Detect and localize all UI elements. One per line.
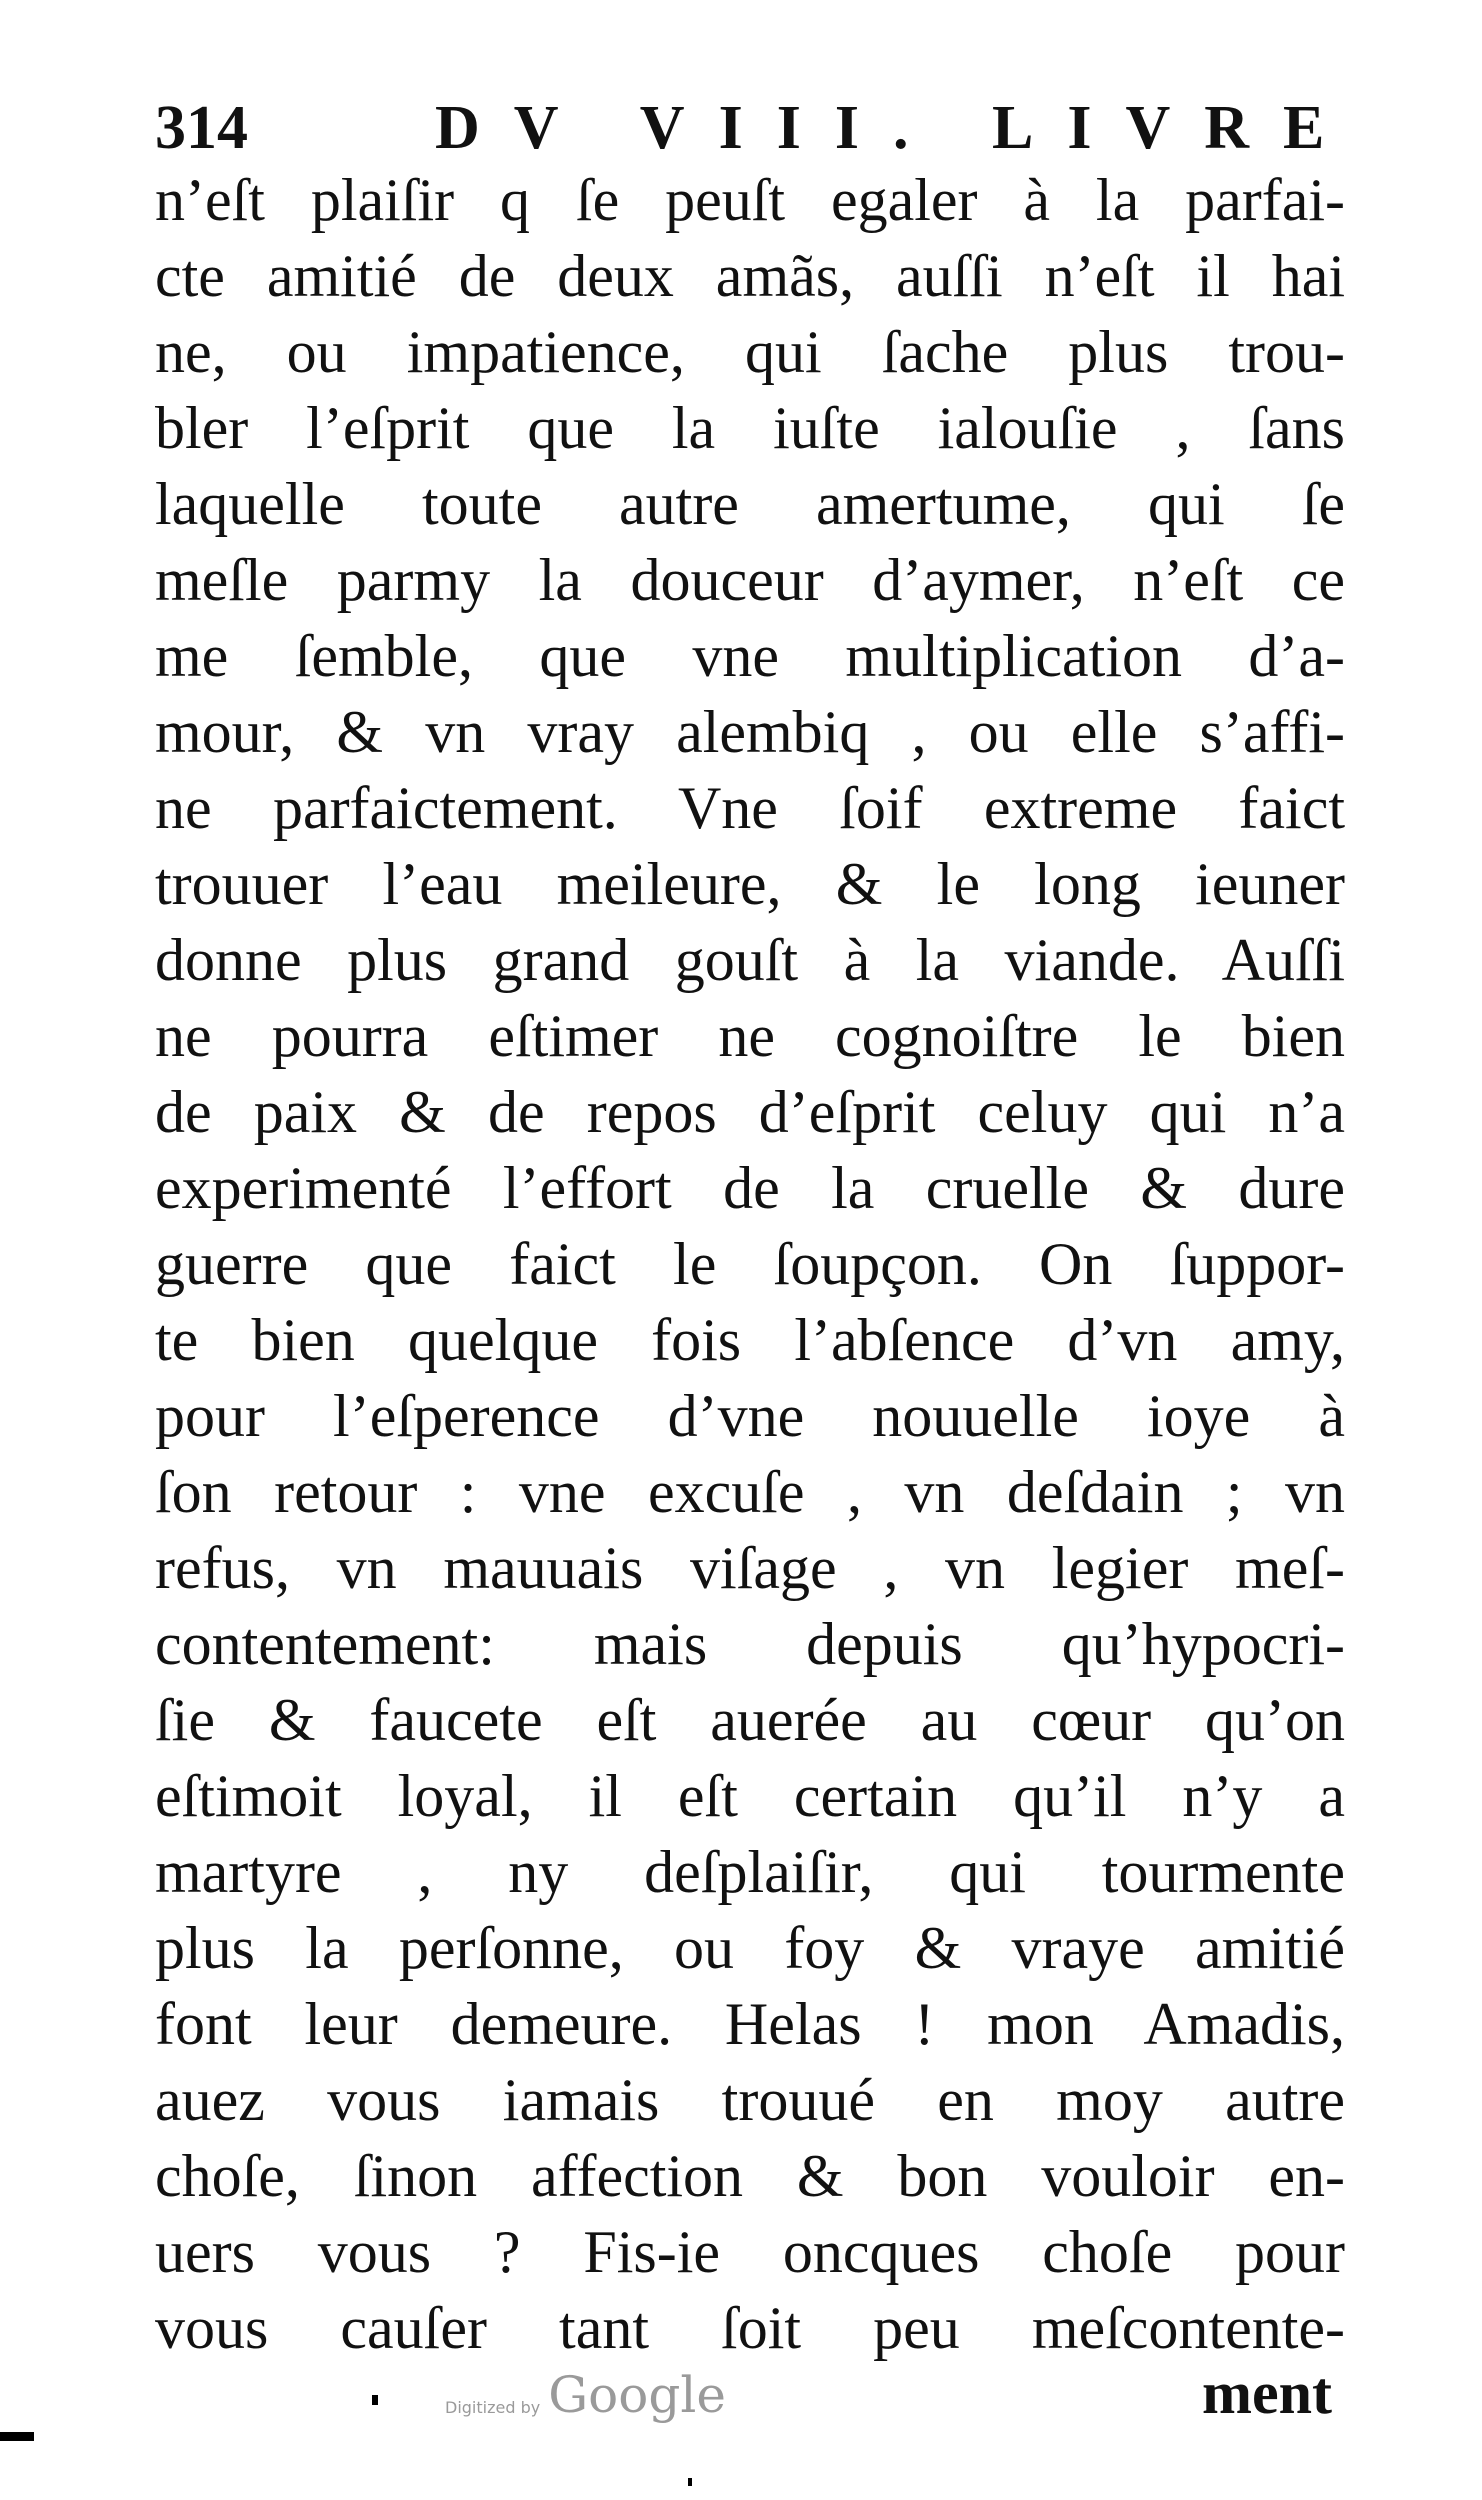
text-line: guerre que faict le ſoupçon. On ſuppor- — [155, 1231, 1345, 1297]
text-line: trouuer l’eau meileure, & le long ieuner — [155, 851, 1345, 917]
text-line: contentement: mais depuis qu’hypocri- — [155, 1611, 1345, 1677]
text-line: me ſemble, que vne multiplication d’a- — [155, 623, 1345, 689]
page-number: 314 — [155, 94, 248, 162]
text-line: te bien quelque fois l’abſence d’vn amy, — [155, 1307, 1345, 1373]
text-line: ſie & faucete eſt auerée au cœur qu’on — [155, 1687, 1345, 1753]
text-line: pour l’eſperence d’vne nouuelle ioye à — [155, 1383, 1345, 1449]
text-line: laquelle toute autre amertume, qui ſe — [155, 471, 1345, 537]
text-line: ne, ou impatience, qui ſache plus trou- — [155, 319, 1345, 385]
text-line: bler l’eſprit que la iuſte ialouſie , ſans — [155, 395, 1345, 461]
text-line: eſtimoit loyal, il eſt certain qu’il n’y a — [155, 1763, 1345, 1829]
text-line: martyre , ny deſplaiſir, qui tourmente — [155, 1839, 1345, 1905]
text-line: plus la perſonne, ou foy & vraye amitié — [155, 1915, 1345, 1981]
text-line: vous cauſer tant ſoit peu meſcontente- — [155, 2295, 1345, 2361]
text-line: mour, & vn vray alembiq , ou elle s’affi- — [155, 699, 1345, 765]
text-line: refus, vn mauuais viſage , vn legier meſ- — [155, 1535, 1345, 1601]
text-body — [155, 162, 1345, 2366]
text-line: cte amitié de deux amãs, auſſi n’eſt il hai — [155, 243, 1345, 309]
ink-speck — [372, 2395, 378, 2405]
running-head: DV VIII. LIVRE — [435, 94, 1359, 162]
text-line: font leur demeure. Helas ! mon Amadis, — [155, 1991, 1345, 2057]
page-header — [155, 88, 1359, 168]
watermark-prefix: Digitized by — [445, 2398, 541, 2417]
text-line: uers vous ? Fis-ie oncques choſe pour — [155, 2219, 1345, 2285]
text-line: experimenté l’effort de la cruelle & dure — [155, 1155, 1345, 1221]
text-line: n’eſt plaiſir q ſe peuſt egaler à la parfai- — [155, 167, 1345, 233]
ink-speck — [0, 2432, 34, 2441]
watermark-brand: Google — [548, 2366, 726, 2424]
ink-speck — [688, 2478, 692, 2486]
catchword: ment — [1202, 2360, 1332, 2426]
text-line: ſon retour : vne excuſe , vn deſdain ; vn — [155, 1459, 1345, 1525]
text-line: meſle parmy la douceur d’aymer, n’eſt ce — [155, 547, 1345, 613]
text-line: ne parfaictement. Vne ſoif extreme faict — [155, 775, 1345, 841]
text-line: ne pourra eſtimer ne cognoiſtre le bien — [155, 1003, 1345, 1069]
text-line: auez vous iamais trouué en moy autre — [155, 2067, 1345, 2133]
text-line: donne plus grand gouſt à la viande. Auſſi — [155, 927, 1345, 993]
digitization-watermark — [445, 2365, 726, 2425]
text-line: de paix & de repos d’eſprit celuy qui n’a — [155, 1079, 1345, 1145]
text-line: choſe, ſinon affection & bon vouloir en- — [155, 2143, 1345, 2209]
